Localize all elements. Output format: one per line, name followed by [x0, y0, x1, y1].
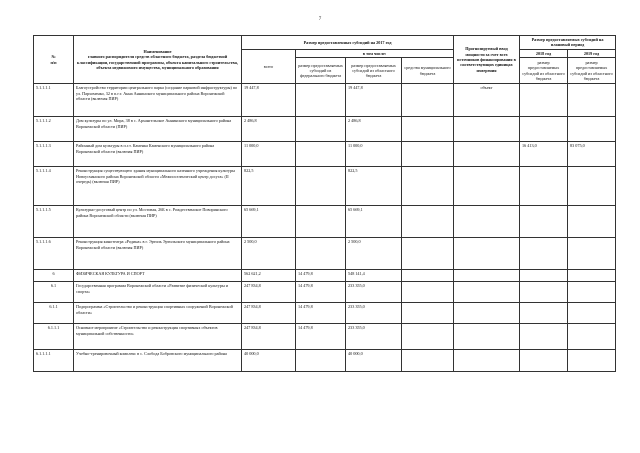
header-plan-period: Размер предоставляемых субсидий на плановый период — [520, 36, 616, 50]
cell-municipal — [402, 167, 454, 206]
cell-federal — [296, 84, 346, 117]
cell-y2019 — [568, 350, 616, 372]
cell-regional: 233 355,0 — [346, 324, 402, 350]
table-row — [34, 167, 616, 206]
cell-num: 6 — [34, 270, 74, 282]
header-name-title: Наименование — [143, 48, 172, 54]
header-2018: 2018 год — [520, 49, 568, 57]
cell-capacity — [454, 303, 520, 324]
cell-regional: 233 355,0 — [346, 303, 402, 324]
cell-municipal — [402, 117, 454, 142]
cell-num: 5.1.1.1.2 — [34, 117, 74, 142]
cell-name: Учебно-тренировочный комплекс в с. Слобода Бобровского муниципального района — [74, 350, 242, 372]
header-2019: 2019 год — [568, 49, 616, 57]
cell-name: ФИЗИЧЕСКАЯ КУЛЬТУРА И СПОРТ — [74, 270, 242, 282]
cell-num: 6.1 — [34, 282, 74, 303]
table-row — [34, 350, 616, 372]
cell-y2019 — [568, 238, 616, 270]
cell-total: 19 447,8 — [242, 84, 296, 117]
cell-y2018 — [520, 167, 568, 206]
header-including: в том числе: — [296, 49, 454, 57]
cell-regional: 11 000,0 — [346, 142, 402, 167]
table-row — [34, 270, 616, 282]
cell-y2019 — [568, 167, 616, 206]
cell-regional: 40 000,0 — [346, 350, 402, 372]
cell-name: Государственная программа Воронежской области «Развитие физической культуры и спорта» — [74, 282, 242, 303]
cell-federal: 14 479,8 — [296, 282, 346, 303]
cell-y2018 — [520, 303, 568, 324]
cell-federal — [296, 142, 346, 167]
cell-name: Благоустройство территории центрального парка (создание парковой инфраструктуры) по ул. Пархоменко, 32 в п.г.т. Анна Аннинского муниципального района Воронежской области (включая ПИР) — [74, 84, 242, 117]
cell-municipal — [402, 324, 454, 350]
cell-capacity — [454, 324, 520, 350]
cell-y2018 — [520, 324, 568, 350]
cell-y2018: 16 413,0 — [520, 142, 568, 167]
cell-num: 6.1.1 — [34, 303, 74, 324]
header-subsidies-2017: Размер предоставленных субсидий на 2017 год — [242, 36, 454, 50]
cell-name: Районный дом культуры в п.г.т. Каменка Каменского муниципального района Воронежской области (включая ПИР) — [74, 142, 242, 167]
cell-num: 6.1.1.1 — [34, 324, 74, 350]
table-row — [34, 303, 616, 324]
cell-y2019 — [568, 270, 616, 282]
cell-y2019 — [568, 324, 616, 350]
header-federal: размер предоставляемых субсидий из федерального бюджета — [296, 58, 346, 84]
cell-total: 247 834,8 — [242, 324, 296, 350]
cell-name: Культурно-досуговый центр по ул. Мостовая, 26Б в с. Рождественское Поворинского района Воронежской области (включая ПИР) — [74, 206, 242, 238]
cell-capacity — [454, 142, 520, 167]
cell-total: 2 486,8 — [242, 117, 296, 142]
header-total: всего — [242, 49, 296, 83]
cell-federal — [296, 238, 346, 270]
cell-federal: 14 479,8 — [296, 303, 346, 324]
cell-y2018 — [520, 117, 568, 142]
header-plan-2019: размер предоставляемых субсидий из областного бюджета — [568, 58, 616, 84]
cell-y2018 — [520, 238, 568, 270]
table-row — [34, 282, 616, 303]
page-number: 7 — [318, 17, 322, 22]
cell-capacity — [454, 238, 520, 270]
cell-total: 11 000,0 — [242, 142, 296, 167]
cell-municipal — [402, 84, 454, 117]
header-plan-2018: размер предоставляемых субсидий из областного бюджета — [520, 58, 568, 84]
cell-municipal — [402, 350, 454, 372]
cell-total: 2 500,0 — [242, 238, 296, 270]
header-name — [74, 36, 242, 84]
cell-regional: 65 669,1 — [346, 206, 402, 238]
cell-total: 40 000,0 — [242, 350, 296, 372]
cell-num: 5.1.1.1.1 — [34, 84, 74, 117]
cell-num: 5.1.1.1.4 — [34, 167, 74, 206]
cell-capacity: объект — [454, 84, 520, 117]
table-row — [34, 142, 616, 167]
cell-municipal — [402, 206, 454, 238]
cell-regional: 2 486,8 — [346, 117, 402, 142]
cell-capacity — [454, 206, 520, 238]
cell-federal: 14 479,8 — [296, 324, 346, 350]
cell-total: 65 669,1 — [242, 206, 296, 238]
cell-federal — [296, 350, 346, 372]
cell-municipal — [402, 238, 454, 270]
cell-num: 5.1.1.1.5 — [34, 206, 74, 238]
cell-capacity — [454, 282, 520, 303]
cell-capacity — [454, 167, 520, 206]
cell-regional: 822,5 — [346, 167, 402, 206]
cell-y2019 — [568, 84, 616, 117]
cell-name: Дом культуры по ул. Мира, 38 в с. Архангельское Аннинского муниципального района Воронежской области (ПИР) — [74, 117, 242, 142]
cell-total: 247 834,8 — [242, 303, 296, 324]
cell-num: 5.1.1.1.6 — [34, 238, 74, 270]
cell-num: 6.1.1.1.1 — [34, 350, 74, 372]
header-name-body: главного распорядителя средств областного бюджета, раздела бюджетной классификации, государственной программы, объекта капитального строительства, объекта недвижимого имущества, муниципального образования — [77, 54, 238, 71]
cell-y2019 — [568, 303, 616, 324]
header-regional: размер предоставляемых субсидий из областного бюджета — [346, 58, 402, 84]
cell-total: 822,5 — [242, 167, 296, 206]
table-row — [34, 84, 616, 117]
cell-municipal — [402, 282, 454, 303]
cell-name: Реконструкция существующего здания муниципального казенного учреждения культуры Новоусманского района Воронежской области «Межпоселенческий центр досуга» (II очередь) (включая ПИР) — [74, 167, 242, 206]
cell-name: Подпрограмма «Строительство и реконструкция спортивных сооружений Воронежской области» — [74, 303, 242, 324]
header-municipal: средства муниципального бюджета — [402, 58, 454, 84]
cell-y2019: 83 075,0 — [568, 142, 616, 167]
cell-name: Основное мероприятие «Строительство и реконструкция спортивных объектов муниципальной собственности» — [74, 324, 242, 350]
cell-y2018 — [520, 84, 568, 117]
cell-regional: 233 355,0 — [346, 282, 402, 303]
header-num: № п/п — [34, 36, 74, 84]
table-row — [34, 117, 616, 142]
table-row — [34, 238, 616, 270]
subsidies-table — [33, 35, 616, 372]
cell-capacity — [454, 270, 520, 282]
cell-num: 5.1.1.1.3 — [34, 142, 74, 167]
cell-y2018 — [520, 282, 568, 303]
cell-federal — [296, 117, 346, 142]
cell-federal — [296, 206, 346, 238]
cell-federal: 14 479,8 — [296, 270, 346, 282]
cell-total: 247 834,8 — [242, 282, 296, 303]
cell-regional: 2 500,0 — [346, 238, 402, 270]
cell-capacity — [454, 350, 520, 372]
cell-federal — [296, 167, 346, 206]
cell-total: 562 621,2 — [242, 270, 296, 282]
cell-municipal — [402, 270, 454, 282]
table-row — [34, 206, 616, 238]
cell-regional: 19 447,8 — [346, 84, 402, 117]
cell-name: Реконструкция кинотеатра «Родина» в г. Эртиль Эртильского муниципального района Воронежской области (включая ПИР) — [74, 238, 242, 270]
cell-y2018 — [520, 206, 568, 238]
cell-capacity — [454, 117, 520, 142]
table-row — [34, 324, 616, 350]
cell-regional: 548 141,4 — [346, 270, 402, 282]
cell-y2018 — [520, 270, 568, 282]
cell-y2018 — [520, 350, 568, 372]
cell-y2019 — [568, 282, 616, 303]
cell-y2019 — [568, 117, 616, 142]
header-capacity: Прогнозируемый ввод мощности за счет всех источников финансирования в соответствующих единицах измерения — [454, 36, 520, 84]
cell-municipal — [402, 142, 454, 167]
cell-y2019 — [568, 206, 616, 238]
cell-municipal — [402, 303, 454, 324]
